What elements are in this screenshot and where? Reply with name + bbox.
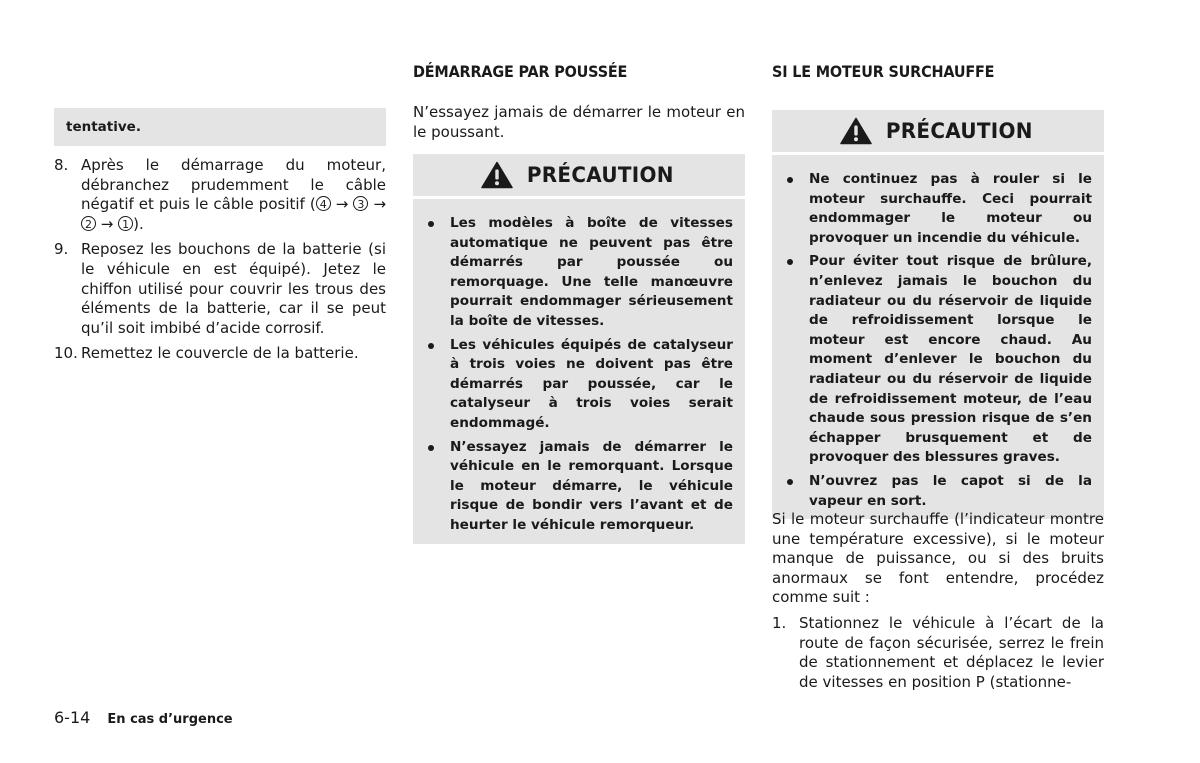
step-number: 1. <box>772 613 787 632</box>
bullet-icon <box>428 221 434 227</box>
overheat-paragraph <box>772 510 1104 698</box>
bullet-icon <box>787 177 793 183</box>
arrow-icon: → <box>373 195 387 214</box>
caution-item <box>425 336 733 434</box>
bullet-icon <box>787 259 793 265</box>
bullet-icon <box>787 479 793 485</box>
step-text: Après le démarrage du moteur, débranchez prudemment le câble négatif et puis le câble positif ( <box>81 156 386 214</box>
arrow-icon: → <box>100 214 114 233</box>
caution-title: PRÉCAUTION <box>526 163 674 187</box>
caution-continuation-text: tentative. <box>66 119 141 135</box>
step-number: 9. <box>54 240 69 259</box>
circled-number-3: 3 <box>353 196 368 211</box>
footer-section-title: En cas d’urgence <box>107 712 233 727</box>
caution-body <box>772 155 1104 519</box>
intro-text: N’essayez jamais de démarrer le moteur en le poussant. <box>413 103 745 141</box>
circled-number-2: 2 <box>81 216 96 231</box>
caution-body <box>413 199 745 544</box>
caution-item <box>425 438 733 536</box>
step-8 <box>54 156 386 234</box>
caution-item <box>784 472 1092 511</box>
caution-item-text: N’ouvrez pas le capot si de la vapeur en sort. <box>809 472 1092 509</box>
step-text: Remettez le couvercle de la batterie. <box>81 344 359 363</box>
caution-box <box>413 154 745 544</box>
page-footer <box>54 708 233 727</box>
page-number: 6-14 <box>54 708 91 727</box>
circled-number-4: 4 <box>316 196 331 211</box>
step-text-end: ). <box>133 214 144 233</box>
caution-item-text: Les véhicules équipés de catalyseur à trois voies ne doivent pas être démarrés par poussée, car le catalyseur à trois voies serait endommagé. <box>450 336 733 431</box>
section-title: SI LE MOTEUR SURCHAUFFE <box>772 62 995 81</box>
intro-paragraph <box>413 103 745 142</box>
step-9 <box>54 240 386 338</box>
caution-header <box>413 154 745 199</box>
step-10 <box>54 344 386 364</box>
bullet-icon <box>428 445 434 451</box>
battery-steps <box>54 156 386 370</box>
caution-continuation-box <box>54 108 386 146</box>
arrow-icon: → <box>335 195 349 214</box>
caution-item-text: Ne continuez pas à rouler si le moteur surchauffe. Ceci pourrait endommager le moteur ou provoquer un incendie du véhicule. <box>809 171 1092 246</box>
caution-item <box>784 252 1092 468</box>
overheat-text: Si le moteur surchauffe (l’indicateur montre une température excessive), si le moteur manque de puissance, ou si des bruits anormaux se font entendre, procédez comme suit : <box>772 510 1104 607</box>
caution-item <box>425 214 733 332</box>
caution-item-text: N’essayez jamais de démarrer le véhicule en le remorquant. Lorsque le moteur démarre, le véhicule risque de bondir vers l’avant et de heurter le véhicule remorqueur. <box>450 438 733 533</box>
warning-triangle-icon <box>481 161 513 189</box>
circled-number-1: 1 <box>118 216 133 231</box>
step-text: Stationnez le véhicule à l’écart de la route de façon sécurisée, serrez le frein de stationnement et déplacez le levier de vitesses en position P (stationne- <box>799 613 1104 691</box>
caution-item-text: Pour éviter tout risque de brûlure, n’enlevez jamais le bouchon du radiateur ou du réservoir de liquide de refroidissement lorsque le moteur est encore chaud. Au moment d’enlever le bouchon du radiateur ou du réservoir de liquide de refroidissement moteur, de l’eau chaude sous pression risque de s’en échapper brusquement et de provoquer des blessures graves. <box>809 253 1092 466</box>
section-title: DÉMARRAGE PAR POUSSÉE <box>413 62 628 81</box>
caution-box <box>772 110 1104 519</box>
caution-item <box>784 170 1092 248</box>
caution-header <box>772 110 1104 155</box>
bullet-icon <box>428 343 434 349</box>
caution-item-text: Les modèles à boîte de vitesses automatique ne peuvent pas être démarrés par poussée ou remorquage. Une telle manœuvre pourrait endommager sérieusement la boîte de vitesses. <box>450 215 733 329</box>
step-1 <box>772 614 1104 692</box>
warning-triangle-icon <box>840 117 872 145</box>
step-number: 8. <box>54 156 69 174</box>
step-text: Reposez les bouchons de la batterie (si le véhicule en est équipé). Jetez le chiffon utilisé pour couvrir les trous des éléments de la batterie, car il se peut qu’il soit imbibé d’acide corrosif. <box>81 240 386 337</box>
caution-title: PRÉCAUTION <box>885 119 1033 143</box>
step-number: 10. <box>54 344 78 363</box>
